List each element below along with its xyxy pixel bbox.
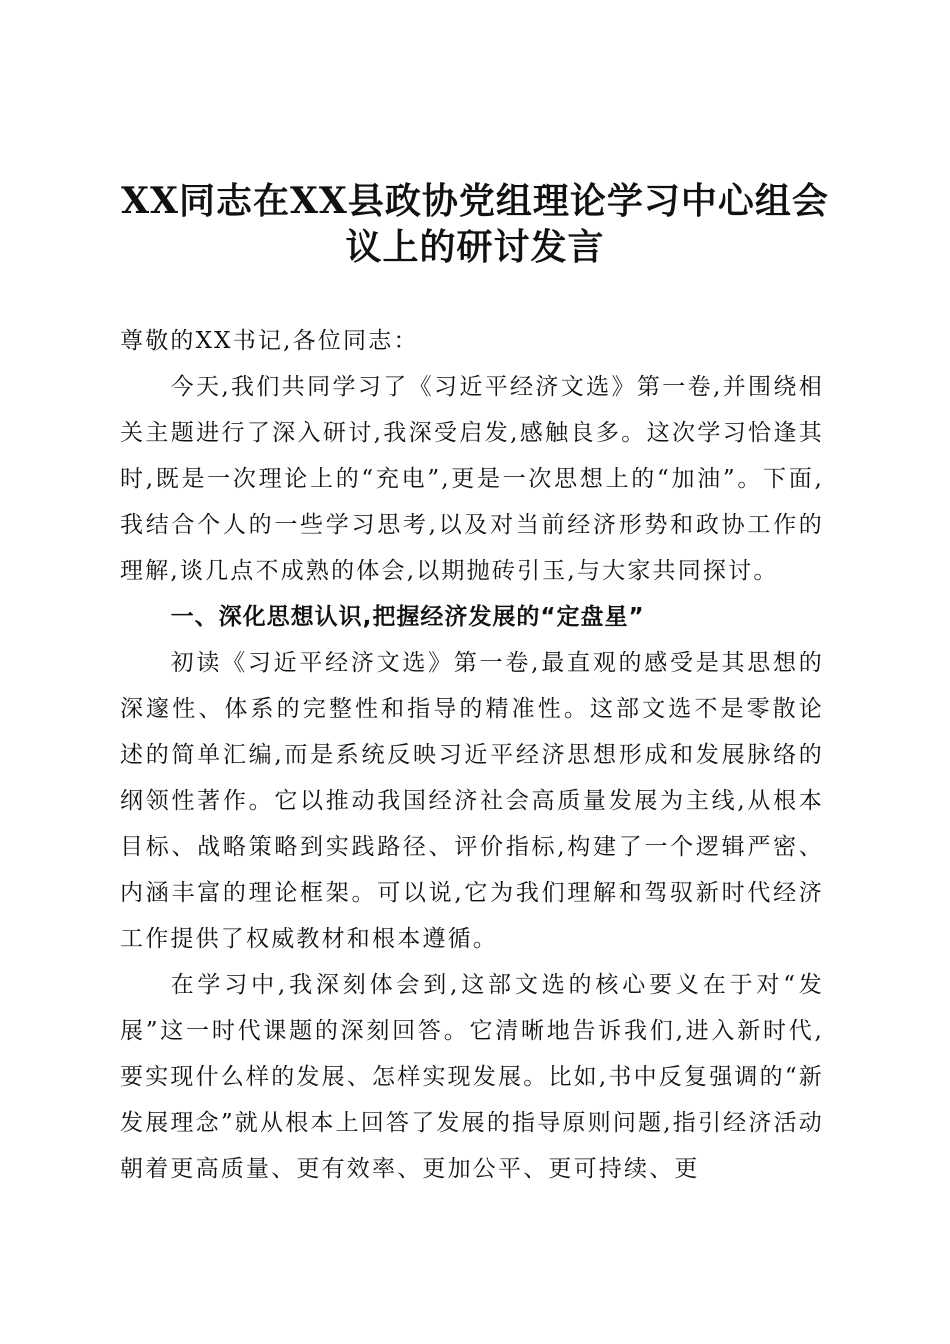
document-title: XX同志在XX县政协党组理论学习中心组会议上的研讨发言: [121, 180, 829, 268]
intro-paragraph: 今天,我们共同学习了《习近平经济文选》第一卷,并围绕相关主题进行了深入研讨,我深受启发,感触良多。这次学习恰逢其时,既是一次理论上的“充电”,更是一次思想上的“加油”。下面,我结合个人的一些学习思考,以及对当前经济形势和政协工作的理解,谈几点不成熟的体会,以期抛砖引玉,与大家共同探讨。: [120, 374, 824, 584]
section-heading: 一、深化思想认识,把握经济发展的“定盘星”: [170, 604, 645, 630]
document-body: [120, 318, 824, 1192]
section-paragraph-1: 初读《习近平经济文选》第一卷,最直观的感受是其思想的深邃性、体系的完整性和指导的精准性。这部文选不是零散论述的简单汇编,而是系统反映习近平经济思想形成和发展脉络的纲领性著作。它以推动我国经济社会高质量发展为主线,从根本目标、战略策略到实践路径、评价指标,构建了一个逻辑严密、内涵丰富的理论框架。可以说,它为我们理解和驾驭新时代经济工作提供了权威教材和根本遵循。: [120, 650, 824, 952]
section-paragraph-2: 在学习中,我深刻体会到,这部文选的核心要义在于对“发展”这一时代课题的深刻回答。它清晰地告诉我们,进入新时代,要实现什么样的发展、怎样实现发展。比如,书中反复强调的“新发展理念”就从根本上回答了发展的指导原则问题,指引经济活动朝着更高质量、更有效率、更加公平、更可持续、更: [120, 972, 824, 1182]
salutation: 尊敬的XX书记,各位同志：: [120, 328, 419, 354]
